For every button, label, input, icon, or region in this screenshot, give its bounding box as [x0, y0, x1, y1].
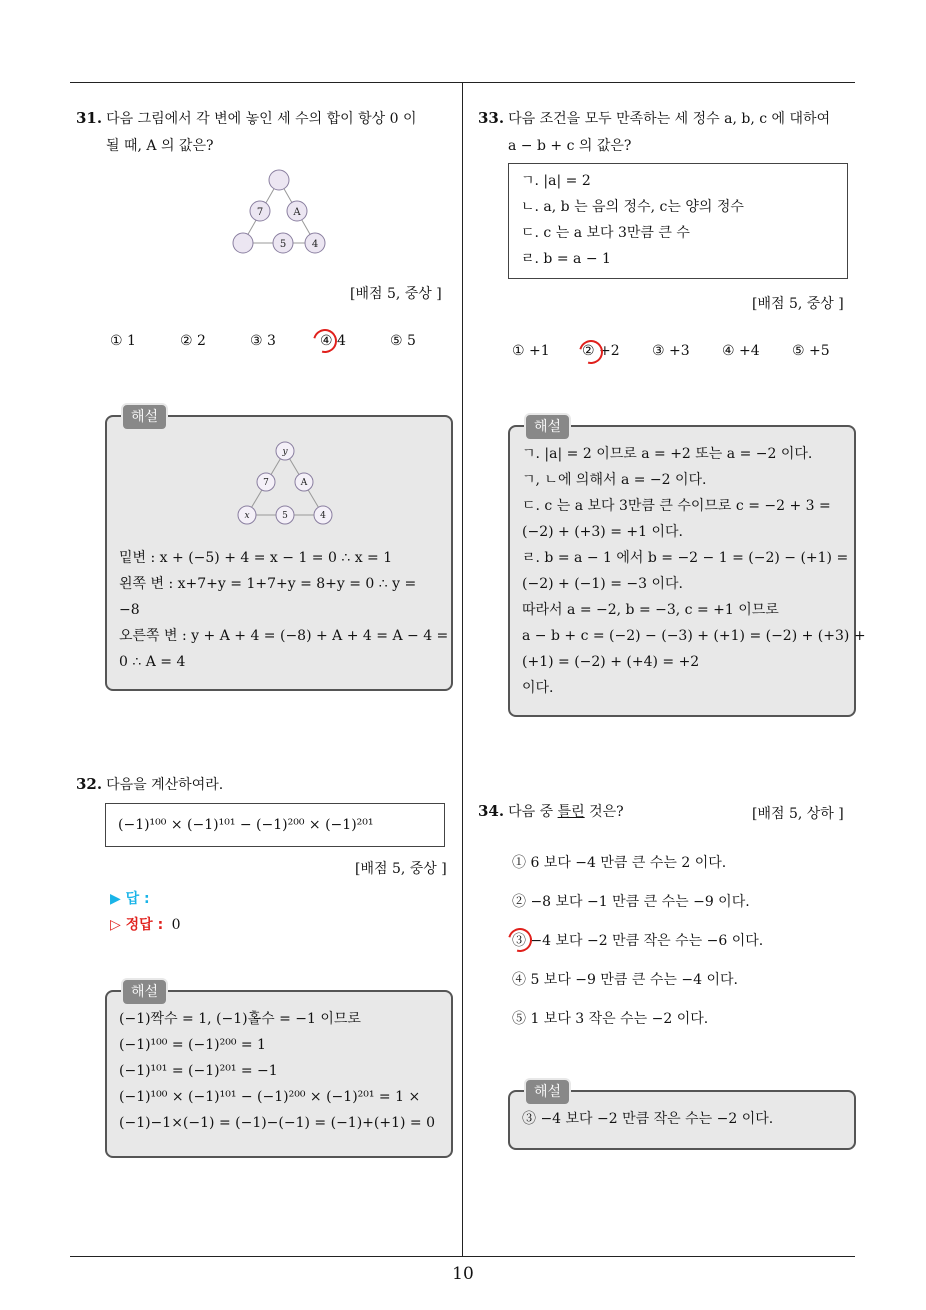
- q31-choices: [110, 333, 440, 349]
- q31-label-7: 7: [256, 207, 264, 218]
- q31-sol-label-7: 7: [263, 478, 269, 488]
- q33-choices: [512, 343, 842, 359]
- q31-label-5: 5: [279, 239, 287, 250]
- q31-choice-4[interactable]: ④ 4: [320, 333, 346, 349]
- q32-expression-box: [105, 803, 445, 847]
- q33-solution-line: (+1) = (−2) + (+4) = +2: [522, 654, 700, 670]
- q31-solution-line: 0 ∴ A = 4: [119, 654, 186, 670]
- q31-sol-label-x: x: [244, 511, 250, 521]
- q31-solution-line: 오른쪽 변 : y + A + 4 = (−8) + A + 4 = A − 4 =: [119, 628, 449, 644]
- q32-score: [배점 5, 중상 ]: [355, 861, 447, 877]
- bottom-rule: [70, 1256, 855, 1257]
- q33-choice-3[interactable]: ③ +3: [652, 343, 690, 359]
- q33-solution-line: 따라서 a = −2, b = −3, c = +1 이므로: [522, 602, 779, 618]
- q31-sol-label-a: A: [300, 478, 308, 488]
- q32-solution-line: (−1)¹⁰⁰ = (−1)²⁰⁰ = 1: [119, 1037, 266, 1053]
- q31-sol-label-y: y: [282, 447, 288, 457]
- question-33: 33. 다음 조건을 모두 만족하는 세 정수 a, b, c 에 대하여 a − b + c 의 값은?: [478, 109, 831, 154]
- q32-solution-line: (−1)¹⁰⁰ × (−1)¹⁰¹ − (−1)²⁰⁰ × (−1)²⁰¹ = 1 ×: [119, 1089, 421, 1105]
- q33-condition: ㄴ. a, b 는 음의 정수, c는 양의 정수: [521, 199, 744, 215]
- q33-solution-line: (−2) + (−1) = −3 이다.: [522, 576, 683, 592]
- question-33-text: 다음 조건을 모두 만족하는 세 정수 a, b, c 에 대하여: [508, 111, 831, 127]
- q32-solution-line: (−1)−1×(−1) = (−1)−(−1) = (−1)+(+1) = 0: [119, 1115, 435, 1131]
- q33-choice-1[interactable]: ① +1: [512, 343, 550, 359]
- q31-triangle-figure: [225, 165, 335, 260]
- q33-condition: ㄱ. |a| = 2: [521, 173, 591, 189]
- q33-solution-box: [508, 419, 866, 717]
- q31-solution-tag: 해설: [121, 403, 168, 431]
- q34-solution-tag: 해설: [524, 1078, 571, 1106]
- q31-sol-label-4: 4: [320, 511, 326, 521]
- q31-choice-1[interactable]: ① 1: [110, 333, 136, 349]
- q34-choice-1[interactable]: ① 6 보다 −4 만큼 큰 수는 2 이다.: [512, 855, 727, 871]
- q31-solution-box: [105, 409, 453, 691]
- q32-expression: (−1)¹⁰⁰ × (−1)¹⁰¹ − (−1)²⁰⁰ × (−1)²⁰¹: [118, 817, 374, 833]
- q31-choice-3[interactable]: ③ 3: [250, 333, 276, 349]
- q31-node-bl: [233, 233, 253, 253]
- q34-choice-5[interactable]: ⑤ 1 보다 3 작은 수는 −2 이다.: [512, 1011, 709, 1027]
- question-31-text: 다음 그림에서 각 변에 놓인 세 수의 합이 항상 0 이: [106, 111, 417, 127]
- q34-choice-4[interactable]: ④ 5 보다 −9 만큼 큰 수는 −4 이다.: [512, 972, 738, 988]
- q33-condition: ㄷ. c 는 a 보다 3만큼 큰 수: [521, 225, 690, 241]
- q33-condition: ㄹ. b = a − 1: [521, 251, 611, 267]
- q34-underlined-word: 틀린: [557, 804, 585, 820]
- column-divider: [462, 82, 463, 1257]
- q33-solution-tag: 해설: [524, 413, 571, 441]
- q33-conditions-box: [508, 163, 848, 279]
- q31-choice-5[interactable]: ⑤ 5: [390, 333, 416, 349]
- q33-solution-line: ㄷ. c 는 a 보다 3만큼 큰 수이므로 c = −2 + 3 =: [522, 498, 831, 514]
- q33-choice-5[interactable]: ⑤ +5: [792, 343, 830, 359]
- q32-correct-answer: ▷ 정답 : 0: [110, 917, 181, 933]
- q33-solution-line: ㄹ. b = a − 1 에서 b = −2 − 1 = (−2) − (+1) =: [522, 550, 849, 566]
- q31-label-a: A: [293, 207, 301, 218]
- q31-label-4: 4: [311, 239, 319, 250]
- q32-answer-label: ▶ 답 :: [110, 891, 150, 907]
- q31-score: [배점 5, 중상 ]: [350, 286, 442, 302]
- q33-solution-line: ㄱ, ㄴ에 의해서 a = −2 이다.: [522, 472, 707, 488]
- q34-choices: [512, 852, 763, 1047]
- page-number: 10: [452, 1264, 474, 1284]
- q33-score: [배점 5, 중상 ]: [752, 296, 844, 312]
- q33-choice-4[interactable]: ④ +4: [722, 343, 760, 359]
- q33-solution-line: (−2) + (+3) = +1 이다.: [522, 524, 683, 540]
- q33-choice-2[interactable]: ② +2: [582, 343, 620, 359]
- q34-solution-box: [508, 1084, 856, 1150]
- q32-solution-line: (−1)¹⁰¹ = (−1)²⁰¹ = −1: [119, 1063, 278, 1079]
- question-34: 34. 다음 중 틀린 것은?: [478, 802, 624, 820]
- question-32: 32. 다음을 계산하여라.: [76, 775, 224, 793]
- q31-node-top: [269, 170, 289, 190]
- question-31: 31. 다음 그림에서 각 변에 놓인 세 수의 합이 항상 0 이 될 때, A 의 값은?: [76, 109, 417, 154]
- q31-choice-2[interactable]: ② 2: [180, 333, 206, 349]
- q32-correct-value: 0: [171, 917, 181, 933]
- q31-solution-figure: [235, 439, 335, 525]
- q33-answer-mark: [575, 336, 608, 369]
- question-32-text: 다음을 계산하여라.: [106, 777, 224, 793]
- q34-choice-2[interactable]: ② −8 보다 −1 만큼 큰 수는 −9 이다.: [512, 894, 750, 910]
- q31-sol-label-5: 5: [282, 511, 288, 521]
- q34-score: [배점 5, 상하 ]: [752, 806, 844, 822]
- q31-answer-mark: [309, 325, 342, 358]
- q33-solution-line: ㄱ. |a| = 2 이므로 a = +2 또는 a = −2 이다.: [522, 446, 813, 462]
- q33-solution-line: a − b + c = (−2) − (−3) + (+1) = (−2) + (+3) +: [522, 628, 866, 644]
- q32-solution-line: (−1)짝수 = 1, (−1)홀수 = −1 이므로: [119, 1011, 361, 1027]
- q31-solution-line: −8: [119, 602, 140, 618]
- q34-choice-3[interactable]: ③ −4 보다 −2 만큼 작은 수는 −6 이다.: [512, 933, 764, 949]
- q33-solution-line: 이다.: [522, 680, 554, 696]
- q32-solution-tag: 해설: [121, 978, 168, 1006]
- q34-solution-line: ③ −4 보다 −2 만큼 작은 수는 −2 이다.: [522, 1111, 774, 1127]
- q32-solution-box: [105, 984, 453, 1158]
- q31-solution-line: 왼쪽 변 : x+7+y = 1+7+y = 8+y = 0 ∴ y =: [119, 576, 417, 592]
- q31-solution-line: 밑변 : x + (−5) + 4 = x − 1 = 0 ∴ x = 1: [119, 550, 393, 566]
